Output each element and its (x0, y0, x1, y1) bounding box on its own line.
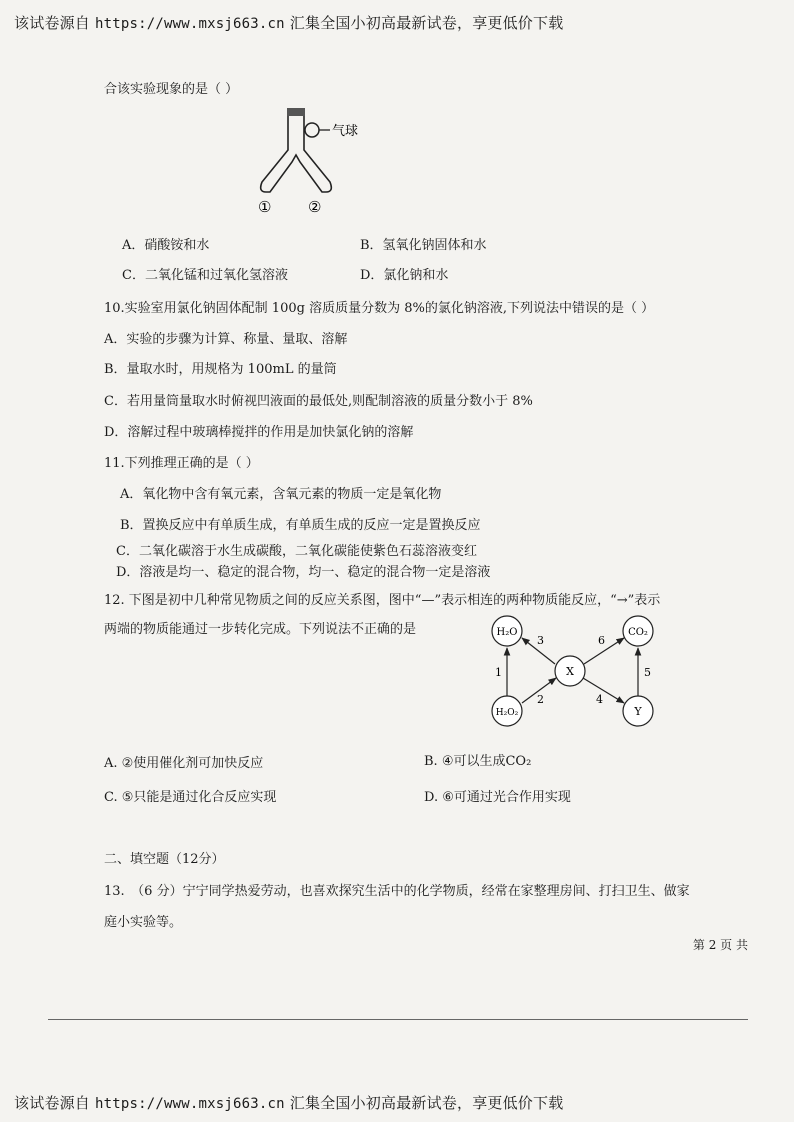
q11-option-b: B．置换反应中有单质生成，有单质生成的反应一定是置换反应 (120, 518, 481, 533)
watermark-url[interactable]: https://www.mxsj663.cn (94, 1096, 285, 1112)
q13-line1: 13. （6 分）宁宁同学热爱劳动，也喜欢探究生活中的化学物质，经常在家整理房间、打扫卫生、做家 (104, 884, 690, 899)
q13-line2: 庭小实验等。 (104, 915, 183, 930)
q11-stem: 11.下列推理正确的是（ ） (104, 456, 259, 471)
q9-stem-tail: 合该实验现象的是（ ） (104, 82, 239, 97)
q9-option-d: D．氯化钠和水 (360, 268, 449, 283)
watermark-url[interactable]: https://www.mxsj663.cn (94, 16, 285, 32)
node-y (623, 696, 653, 726)
watermark-prefix: 该试卷源自 (14, 14, 91, 32)
node-x-label: X (566, 665, 574, 678)
watermark-suffix: 汇集全国小初高最新试卷，享更低价下载 (289, 1094, 564, 1112)
q10-option-a: A．实验的步骤为计算、称量、量取、溶解 (104, 332, 348, 347)
q9-option-a: A．硝酸铵和水 (122, 238, 210, 253)
q12-option-c: C. ⑤只能是通过化合反应实现 (104, 790, 277, 805)
q11-option-d: D．溶液是均一、稳定的混合物，均一、稳定的混合物一定是溶液 (116, 565, 491, 580)
q12-option-d: D. ⑥可通过光合作用实现 (424, 790, 571, 805)
edge-4-arrow (583, 678, 624, 703)
q11-option-a: A．氧化物中含有氧元素，含氧元素的物质一定是氧化物 (120, 487, 442, 502)
q9-option-b: B．氢氧化钠固体和水 (360, 238, 487, 253)
edge-1-label: 1 (495, 666, 502, 679)
node-h2o (492, 616, 522, 646)
node-co2-label: CO₂ (628, 627, 648, 638)
node-h2o2 (492, 696, 522, 726)
q11-option-c: C．二氧化碳溶于水生成碳酸，二氧化碳能使紫色石蕊溶液变红 (116, 544, 477, 559)
tube-leg-2-label: ② (308, 198, 322, 216)
watermark-top (14, 12, 563, 33)
q10-option-d: D．溶解过程中玻璃棒搅拌的作用是加快氯化钠的溶解 (104, 425, 414, 440)
bottom-divider (48, 1019, 748, 1020)
node-h2o-label: H₂O (496, 627, 518, 638)
q12-stem-line2: 两端的物质能通过一步转化完成。下列说法不正确的是 (104, 622, 417, 637)
y-tube-figure (250, 100, 380, 218)
watermark-bottom (14, 1092, 563, 1113)
edge-6-label: 6 (598, 634, 605, 647)
tube-leg-1-label: ① (258, 198, 272, 216)
page-number: 第 2 页 共 (692, 938, 748, 952)
node-co2 (623, 616, 653, 646)
node-h2o2-label: H₂O₂ (495, 708, 519, 718)
q10-option-b: B．量取水时，用规格为 100mL 的量筒 (104, 362, 337, 377)
balloon-label: 气球 (332, 124, 359, 139)
tube-stopper (287, 108, 305, 116)
node-x (555, 656, 585, 686)
q12-stem-line1: 12. 下图是初中几种常见物质之间的反应关系图，图中“—”表示相连的两种物质能反应，“→”表示 (104, 593, 661, 608)
edge-2-label: 2 (537, 693, 544, 706)
q10-option-c: C．若用量筒量取水时俯视凹液面的最低处,则配制溶液的质量分数小于 8% (104, 394, 533, 409)
section-title: 二、填空题（12分） (104, 852, 225, 867)
edge-4-label: 4 (596, 693, 603, 706)
balloon-icon (305, 123, 319, 137)
edge-5-label: 5 (644, 666, 651, 679)
reaction-diagram (480, 612, 670, 732)
q12-option-b: B. ④可以生成CO₂ (424, 754, 532, 769)
node-y-label: Y (634, 705, 642, 718)
watermark-suffix: 汇集全国小初高最新试卷，享更低价下载 (289, 14, 564, 32)
watermark-prefix: 该试卷源自 (14, 1094, 91, 1112)
q10-stem: 10.实验室用氯化钠固体配制 100g 溶质质量分数为 8%的氯化钠溶液,下列说法中错误的是（ ） (104, 301, 655, 316)
tube-body (261, 116, 332, 192)
edge-3-label: 3 (537, 634, 544, 647)
q9-option-c: C．二氧化锰和过氧化氢溶液 (122, 268, 288, 283)
q12-option-a: A. ②使用催化剂可加快反应 (104, 756, 264, 771)
